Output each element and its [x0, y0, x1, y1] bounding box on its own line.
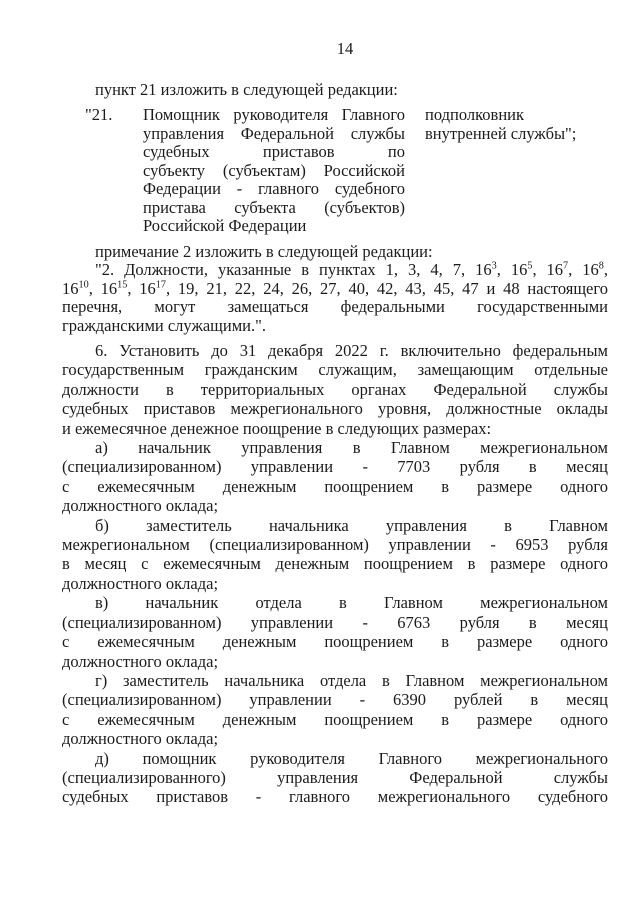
paragraph-point21-intro: пункт 21 изложить в следующей редакции: [95, 79, 398, 99]
entry-21-position-text: Помощник руководителя Главного управления Федеральной службы судебных приставов по субъекту (субъектам) Российской Федерации - главного судебного пристава субъекта (субъектов) Российской Федерации [143, 105, 405, 235]
paragraph-item-6v: в) начальник отдела в Главном межрегиональном (специализированном) управлении - 6763 рубля в месяц с ежемесячным денежным поощрением в размере одного должностного оклада; [62, 593, 608, 671]
page-number: 14 [336, 39, 354, 58]
paragraph-item-6: 6. Установить до 31 декабря 2022 г. включительно федеральным государственным гражданским служащим, замещающим отдельные должности в территориальных органах Федеральной службы судебных приставов межрегионального уровня, должностные оклады и ежемесячное денежное поощрение в следующих размерах: [62, 341, 608, 438]
paragraph-note2-text: "2. Должности, указанные в пунктах 1, 3, 4, 7, $16^3$, $16^5$, $16^7$, $16^8$, $16^{10}$, $16^{15}$, $16^{17}$, 19, 21, 22, 24, 26, 27, 40, 42, 43, 45, 47 и 48 настоящего перечня, могут замещаться федеральными государственными гражданскими служащими.". [62, 260, 608, 335]
paragraph-item-6g: г) заместитель начальника отдела в Главном межрегиональном (специализированном) управлении - 6390 рублей в месяц с ежемесячным денежным поощрением в размере одного должностного оклада; [62, 670, 608, 749]
entry-21-number: "21. [85, 105, 113, 124]
paragraph-item-6b: б) заместитель начальника управления в Главном межрегиональном (специализированном) управлении - 6953 рубля в месяц с ежемесячным денежным поощрением в размере одного должностного оклада; [62, 515, 608, 593]
entry-21 [85, 106, 608, 236]
paragraph-item-6a: а) начальник управления в Главном межрегиональном (специализированном) управлении - 7703 рубля в месяц с ежемесячным денежным поощрением в размере одного должностного оклада; [62, 438, 608, 516]
paragraph-note2-intro: примечание 2 изложить в следующей редакции: [95, 241, 433, 261]
paragraph-item-6d: д) помощник руководителя Главного межрегионального (специализированного) управления Федеральной службы судебных приставов - главного межрегионального судебного [62, 748, 608, 807]
entry-21-rank-text: подполковник внутренней службы"; [425, 105, 577, 143]
